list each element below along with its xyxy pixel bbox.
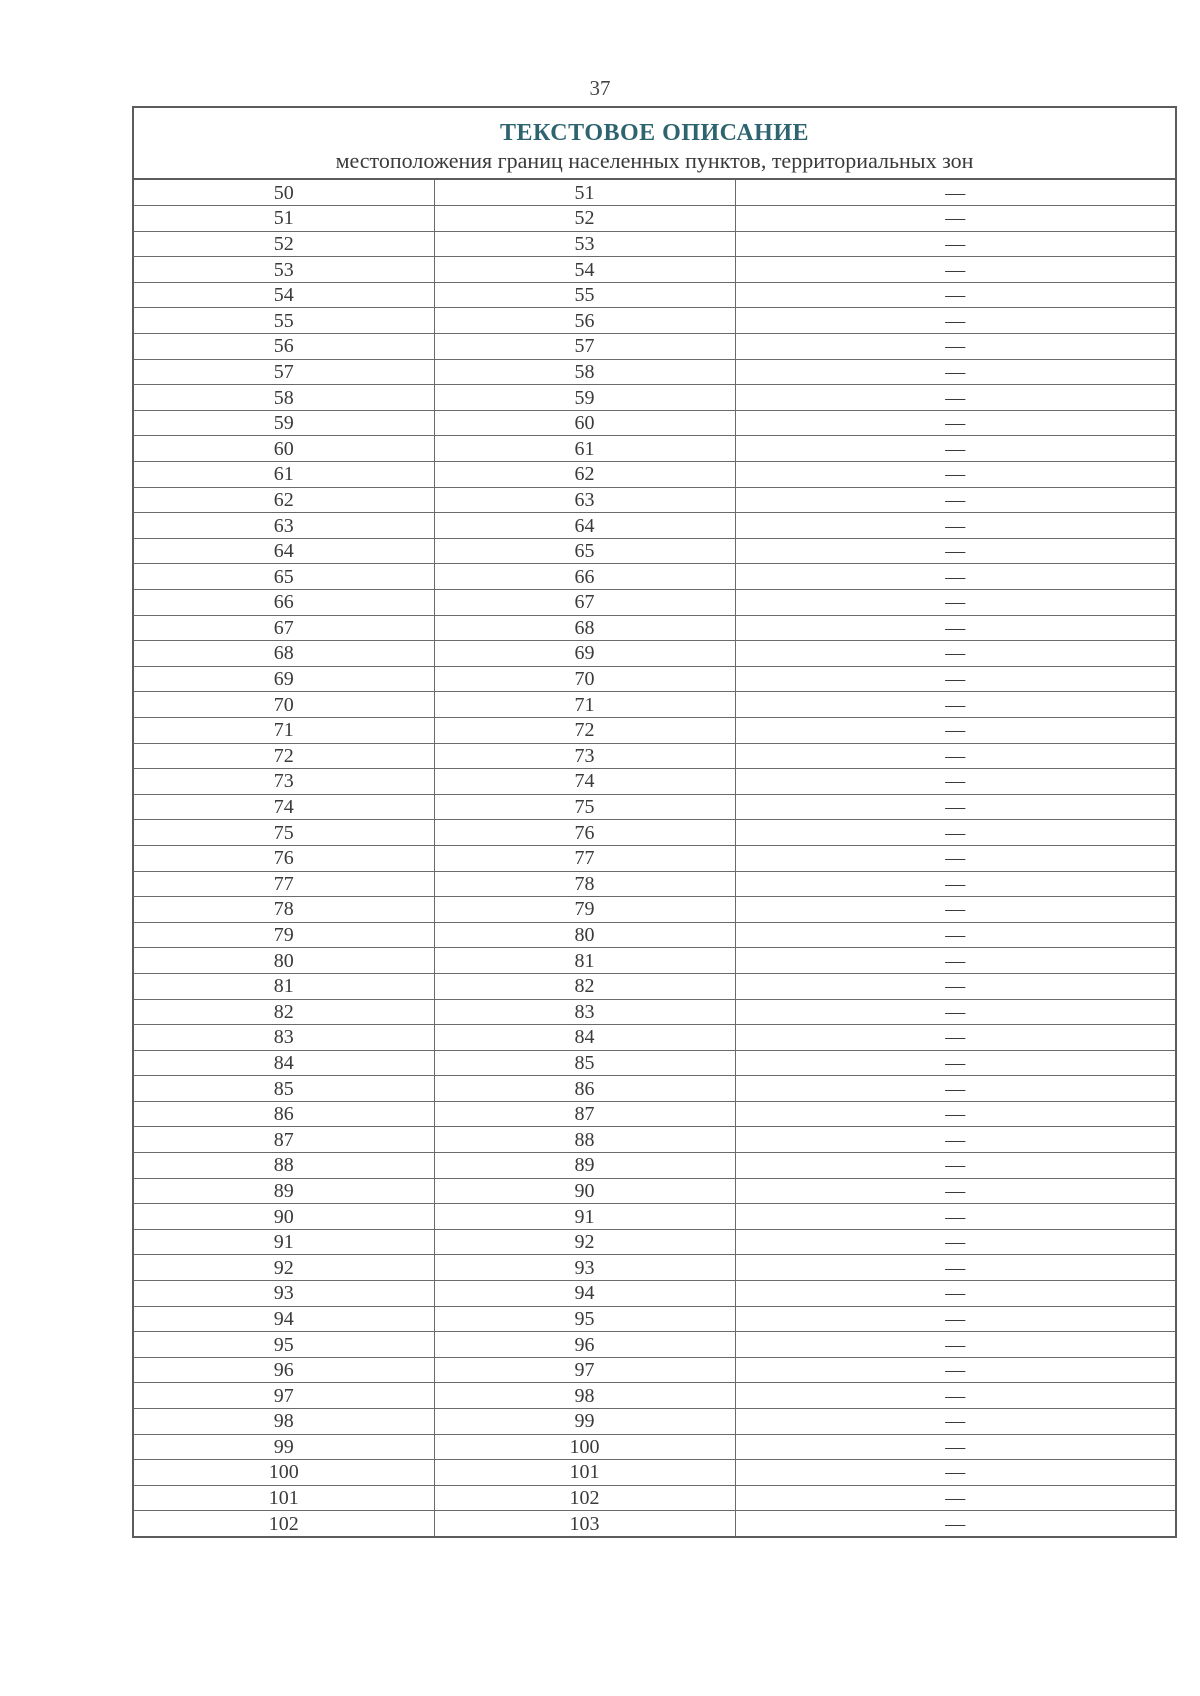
- description-cell: —: [735, 1383, 1175, 1409]
- description-cell: —: [735, 1460, 1175, 1486]
- from-point-cell: 102: [134, 1511, 434, 1537]
- table-row: [134, 1434, 1175, 1460]
- from-point-cell: 94: [134, 1306, 434, 1332]
- to-point-cell: 73: [434, 743, 735, 769]
- to-point-cell: 62: [434, 462, 735, 488]
- to-point-cell: 55: [434, 282, 735, 308]
- table-row: [134, 615, 1175, 641]
- from-point-cell: 62: [134, 487, 434, 513]
- table-row: [134, 1306, 1175, 1332]
- description-cell: —: [735, 513, 1175, 539]
- table-row: [134, 334, 1175, 360]
- from-point-cell: 60: [134, 436, 434, 462]
- to-point-cell: 58: [434, 359, 735, 385]
- from-point-cell: 50: [134, 180, 434, 206]
- table-row: [134, 1409, 1175, 1435]
- description-cell: —: [735, 615, 1175, 641]
- table-row: [134, 999, 1175, 1025]
- description-cell: —: [735, 436, 1175, 462]
- description-cell: —: [735, 462, 1175, 488]
- description-cell: —: [735, 410, 1175, 436]
- description-cell: —: [735, 820, 1175, 846]
- to-point-cell: 64: [434, 513, 735, 539]
- from-point-cell: 66: [134, 590, 434, 616]
- table-row: [134, 820, 1175, 846]
- from-point-cell: 87: [134, 1127, 434, 1153]
- table-row: [134, 1255, 1175, 1281]
- to-point-cell: 68: [434, 615, 735, 641]
- from-point-cell: 54: [134, 282, 434, 308]
- to-point-cell: 52: [434, 206, 735, 232]
- description-cell: —: [735, 1229, 1175, 1255]
- description-cell: —: [735, 206, 1175, 232]
- table-row: [134, 1178, 1175, 1204]
- description-cell: —: [735, 692, 1175, 718]
- description-cell: —: [735, 1409, 1175, 1435]
- table-row: [134, 794, 1175, 820]
- table-row: [134, 462, 1175, 488]
- from-point-cell: 63: [134, 513, 434, 539]
- to-point-cell: 60: [434, 410, 735, 436]
- from-point-cell: 69: [134, 666, 434, 692]
- description-cell: —: [735, 1025, 1175, 1051]
- description-cell: —: [735, 743, 1175, 769]
- description-cell: —: [735, 897, 1175, 923]
- from-point-cell: 68: [134, 641, 434, 667]
- description-cell: —: [735, 1281, 1175, 1307]
- table-row: [134, 206, 1175, 232]
- from-point-cell: 72: [134, 743, 434, 769]
- to-point-cell: 98: [434, 1383, 735, 1409]
- page-number: 37: [589, 76, 611, 100]
- from-point-cell: 67: [134, 615, 434, 641]
- description-cell: —: [735, 1332, 1175, 1358]
- from-point-cell: 90: [134, 1204, 434, 1230]
- from-point-cell: 58: [134, 385, 434, 411]
- table-row: [134, 666, 1175, 692]
- description-cell: —: [735, 717, 1175, 743]
- to-point-cell: 96: [434, 1332, 735, 1358]
- from-point-cell: 101: [134, 1485, 434, 1511]
- table-row: [134, 513, 1175, 539]
- description-cell: —: [735, 641, 1175, 667]
- table-row: [134, 897, 1175, 923]
- table-row: [134, 1204, 1175, 1230]
- table-row: [134, 1383, 1175, 1409]
- from-point-cell: 89: [134, 1178, 434, 1204]
- from-point-cell: 82: [134, 999, 434, 1025]
- table-row: [134, 1281, 1175, 1307]
- to-point-cell: 100: [434, 1434, 735, 1460]
- description-cell: —: [735, 1485, 1175, 1511]
- to-point-cell: 82: [434, 973, 735, 999]
- from-point-cell: 76: [134, 845, 434, 871]
- to-point-cell: 71: [434, 692, 735, 718]
- description-cell: —: [735, 999, 1175, 1025]
- table-row: [134, 231, 1175, 257]
- description-cell: —: [735, 973, 1175, 999]
- from-point-cell: 56: [134, 334, 434, 360]
- description-cell: —: [735, 1255, 1175, 1281]
- from-point-cell: 84: [134, 1050, 434, 1076]
- from-point-cell: 57: [134, 359, 434, 385]
- description-cell: —: [735, 1127, 1175, 1153]
- to-point-cell: 94: [434, 1281, 735, 1307]
- from-point-cell: 96: [134, 1357, 434, 1383]
- to-point-cell: 87: [434, 1101, 735, 1127]
- from-point-cell: 77: [134, 871, 434, 897]
- table-row: [134, 359, 1175, 385]
- description-cell: —: [735, 1076, 1175, 1102]
- to-point-cell: 80: [434, 922, 735, 948]
- to-point-cell: 63: [434, 487, 735, 513]
- from-point-cell: 51: [134, 206, 434, 232]
- from-point-cell: 83: [134, 1025, 434, 1051]
- table-row: [134, 1076, 1175, 1102]
- table-row: [134, 1357, 1175, 1383]
- to-point-cell: 54: [434, 257, 735, 283]
- table-row: [134, 1229, 1175, 1255]
- from-point-cell: 78: [134, 897, 434, 923]
- points-table: [134, 180, 1175, 1536]
- from-point-cell: 91: [134, 1229, 434, 1255]
- table-title: ТЕКСТОВОЕ ОПИСАНИЕ: [499, 120, 809, 146]
- description-cell: —: [735, 1101, 1175, 1127]
- table-row: [134, 692, 1175, 718]
- to-point-cell: 93: [434, 1255, 735, 1281]
- to-point-cell: 75: [434, 794, 735, 820]
- description-cell: —: [735, 564, 1175, 590]
- description-cell: —: [735, 257, 1175, 283]
- to-point-cell: 56: [434, 308, 735, 334]
- table-row: [134, 180, 1175, 206]
- description-cell: —: [735, 308, 1175, 334]
- description-cell: —: [735, 231, 1175, 257]
- table-row: [134, 1511, 1175, 1537]
- from-point-cell: 98: [134, 1409, 434, 1435]
- from-point-cell: 53: [134, 257, 434, 283]
- description-cell: —: [735, 1357, 1175, 1383]
- from-point-cell: 81: [134, 973, 434, 999]
- from-point-cell: 80: [134, 948, 434, 974]
- to-point-cell: 88: [434, 1127, 735, 1153]
- table-row: [134, 641, 1175, 667]
- to-point-cell: 69: [434, 641, 735, 667]
- from-point-cell: 97: [134, 1383, 434, 1409]
- table-row: [134, 564, 1175, 590]
- to-point-cell: 72: [434, 717, 735, 743]
- from-point-cell: 79: [134, 922, 434, 948]
- description-cell: —: [735, 948, 1175, 974]
- from-point-cell: 85: [134, 1076, 434, 1102]
- from-point-cell: 52: [134, 231, 434, 257]
- points-table-body: [134, 180, 1175, 1536]
- to-point-cell: 97: [434, 1357, 735, 1383]
- description-cell: —: [735, 385, 1175, 411]
- from-point-cell: 93: [134, 1281, 434, 1307]
- to-point-cell: 101: [434, 1460, 735, 1486]
- table-row: [134, 1127, 1175, 1153]
- description-cell: —: [735, 1306, 1175, 1332]
- to-point-cell: 70: [434, 666, 735, 692]
- description-cell: —: [735, 1050, 1175, 1076]
- description-cell: —: [735, 180, 1175, 206]
- table-row: [134, 871, 1175, 897]
- from-point-cell: 64: [134, 538, 434, 564]
- to-point-cell: 81: [434, 948, 735, 974]
- from-point-cell: 95: [134, 1332, 434, 1358]
- to-point-cell: 90: [434, 1178, 735, 1204]
- from-point-cell: 73: [134, 769, 434, 795]
- to-point-cell: 59: [434, 385, 735, 411]
- from-point-cell: 99: [134, 1434, 434, 1460]
- description-cell: —: [735, 590, 1175, 616]
- to-point-cell: 74: [434, 769, 735, 795]
- table-row: [134, 1332, 1175, 1358]
- table-subtitle: местоположения границ населенных пунктов, территориальных зон: [335, 148, 974, 173]
- to-point-cell: 86: [434, 1076, 735, 1102]
- table-row: [134, 973, 1175, 999]
- description-cell: —: [735, 845, 1175, 871]
- from-point-cell: 59: [134, 410, 434, 436]
- table-row: [134, 410, 1175, 436]
- to-point-cell: 79: [434, 897, 735, 923]
- to-point-cell: 66: [434, 564, 735, 590]
- table-row: [134, 257, 1175, 283]
- table-row: [134, 487, 1175, 513]
- from-point-cell: 55: [134, 308, 434, 334]
- to-point-cell: 83: [434, 999, 735, 1025]
- table-header: [134, 108, 1175, 180]
- table-row: [134, 1050, 1175, 1076]
- to-point-cell: 89: [434, 1153, 735, 1179]
- table-row: [134, 1460, 1175, 1486]
- to-point-cell: 51: [434, 180, 735, 206]
- description-cell: —: [735, 359, 1175, 385]
- table-row: [134, 436, 1175, 462]
- from-point-cell: 75: [134, 820, 434, 846]
- from-point-cell: 71: [134, 717, 434, 743]
- table-row: [134, 845, 1175, 871]
- to-point-cell: 95: [434, 1306, 735, 1332]
- description-cell: —: [735, 769, 1175, 795]
- from-point-cell: 65: [134, 564, 434, 590]
- description-cell: —: [735, 922, 1175, 948]
- to-point-cell: 84: [434, 1025, 735, 1051]
- description-cell: —: [735, 334, 1175, 360]
- description-cell: —: [735, 538, 1175, 564]
- description-cell: —: [735, 794, 1175, 820]
- table-row: [134, 948, 1175, 974]
- table-row: [134, 717, 1175, 743]
- boundary-description-table: [132, 106, 1177, 1538]
- table-row: [134, 743, 1175, 769]
- description-cell: —: [735, 1204, 1175, 1230]
- table-row: [134, 1153, 1175, 1179]
- table-row: [134, 922, 1175, 948]
- table-row: [134, 538, 1175, 564]
- from-point-cell: 100: [134, 1460, 434, 1486]
- to-point-cell: 99: [434, 1409, 735, 1435]
- table-row: [134, 385, 1175, 411]
- table-row: [134, 308, 1175, 334]
- to-point-cell: 57: [434, 334, 735, 360]
- description-cell: —: [735, 871, 1175, 897]
- to-point-cell: 53: [434, 231, 735, 257]
- to-point-cell: 77: [434, 845, 735, 871]
- from-point-cell: 86: [134, 1101, 434, 1127]
- table-row: [134, 1025, 1175, 1051]
- from-point-cell: 61: [134, 462, 434, 488]
- from-point-cell: 74: [134, 794, 434, 820]
- to-point-cell: 76: [434, 820, 735, 846]
- description-cell: —: [735, 1178, 1175, 1204]
- table-row: [134, 1101, 1175, 1127]
- description-cell: —: [735, 487, 1175, 513]
- from-point-cell: 70: [134, 692, 434, 718]
- table-row: [134, 590, 1175, 616]
- to-point-cell: 78: [434, 871, 735, 897]
- to-point-cell: 102: [434, 1485, 735, 1511]
- table-row: [134, 1485, 1175, 1511]
- description-cell: —: [945, 1512, 966, 1535]
- to-point-cell: 67: [434, 590, 735, 616]
- to-point-cell: 103: [434, 1511, 735, 1537]
- to-point-cell: 65: [434, 538, 735, 564]
- to-point-cell: 61: [434, 436, 735, 462]
- from-point-cell: 88: [134, 1153, 434, 1179]
- table-row: [134, 282, 1175, 308]
- from-point-cell: 92: [134, 1255, 434, 1281]
- table-row: [134, 769, 1175, 795]
- to-point-cell: 91: [434, 1204, 735, 1230]
- description-cell: —: [735, 282, 1175, 308]
- description-cell: —: [735, 666, 1175, 692]
- description-cell: —: [735, 1153, 1175, 1179]
- description-cell: —: [735, 1434, 1175, 1460]
- to-point-cell: 85: [434, 1050, 735, 1076]
- to-point-cell: 92: [434, 1229, 735, 1255]
